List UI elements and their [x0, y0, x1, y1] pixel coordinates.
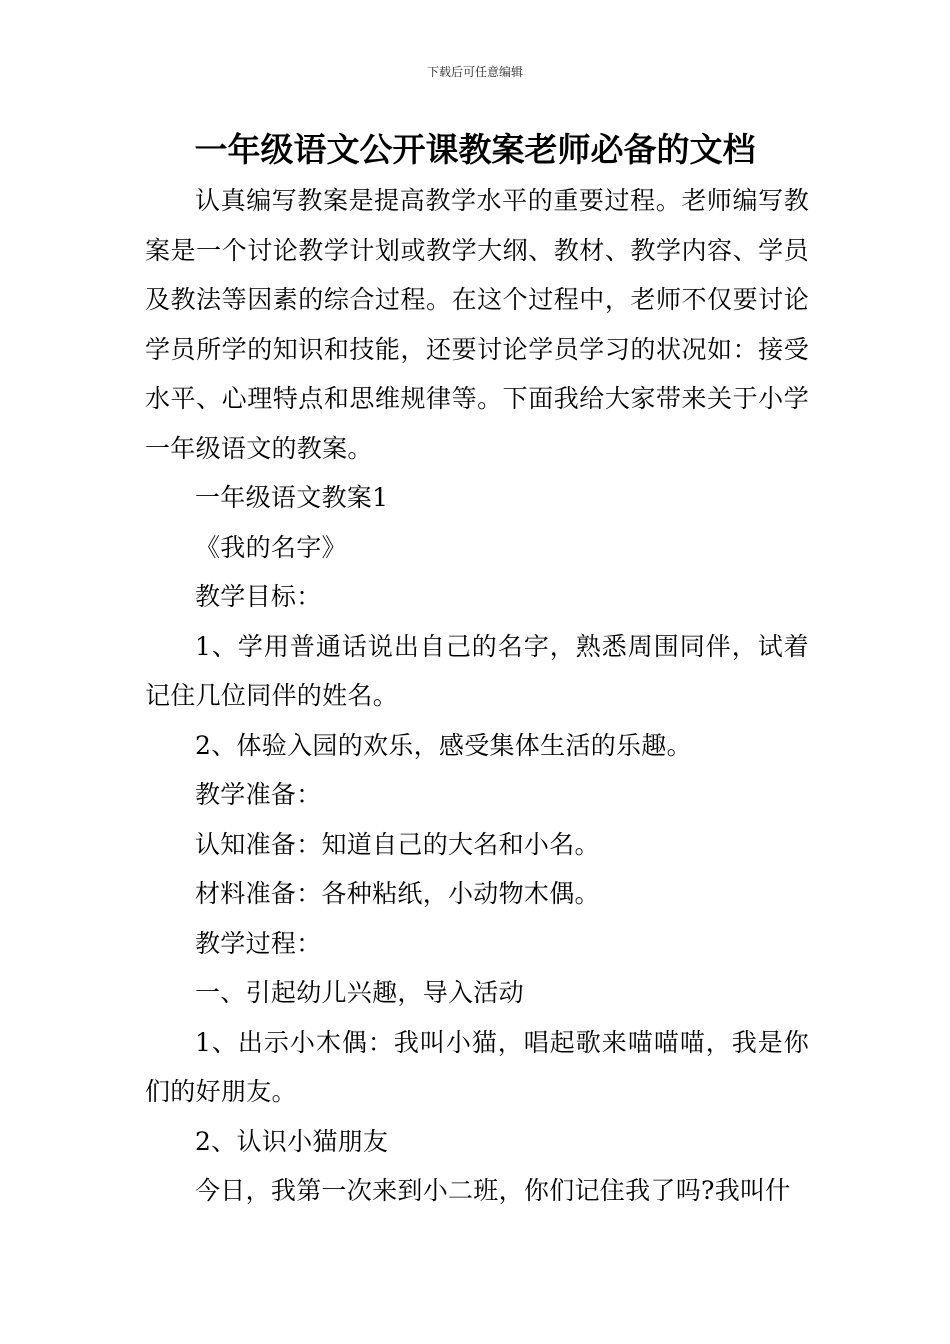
- paragraph-intro: 认真编写教案是提高教学水平的重要过程。老师编写教案是一个讨论教学计划或教学大纲、教材、教学内容、学员及教法等因素的综合过程。在这个过程中，老师不仅要讨论学员所学的知识和技能，还要讨论学员学习的状况如：接受水平、心理特点和思维规律等。下面我给大家带来关于小学一年级语文的教案。: [145, 186, 809, 463]
- paragraph-step-1: 一、引起幼儿兴趣，导入活动: [195, 978, 524, 1007]
- paragraph-prep-cognitive: 认知准备：知道自己的大名和小名。: [195, 829, 600, 859]
- paragraph-process-heading: 教学过程：: [195, 928, 322, 958]
- paragraph-goal-2: 2、体验入园的欢乐，感受集体生活的乐趣。: [195, 730, 692, 760]
- paragraph-step-1-2: 2、认识小猫朋友: [195, 1126, 389, 1156]
- header-note: 下载后可任意编辑: [426, 65, 523, 79]
- document-body: [145, 176, 809, 1216]
- paragraph-prep-materials: 材料准备：各种粘纸，小动物木偶。: [195, 879, 600, 908]
- paragraph-goal-1: 1、学用普通话说出自己的名字，熟悉周围同伴，试着记住几位同伴的姓名。: [145, 631, 809, 710]
- paragraph-step-1-1: 1、出示小木偶：我叫小猫，唱起歌来喵喵喵，我是你们的好朋友。: [145, 1027, 809, 1106]
- paragraph-lesson-heading: 一年级语文教案1: [195, 483, 389, 512]
- paragraph-lesson-name: 《我的名字》: [195, 532, 347, 562]
- paragraph-prep-heading: 教学准备：: [195, 780, 322, 809]
- paragraph-step-1-2-text: 今日，我第一次来到小二班，你们记住我了吗?我叫什: [195, 1176, 791, 1205]
- paragraph-goals-heading: 教学目标：: [195, 582, 322, 611]
- document-title: 一年级语文公开课教案老师必备的文档: [194, 130, 756, 169]
